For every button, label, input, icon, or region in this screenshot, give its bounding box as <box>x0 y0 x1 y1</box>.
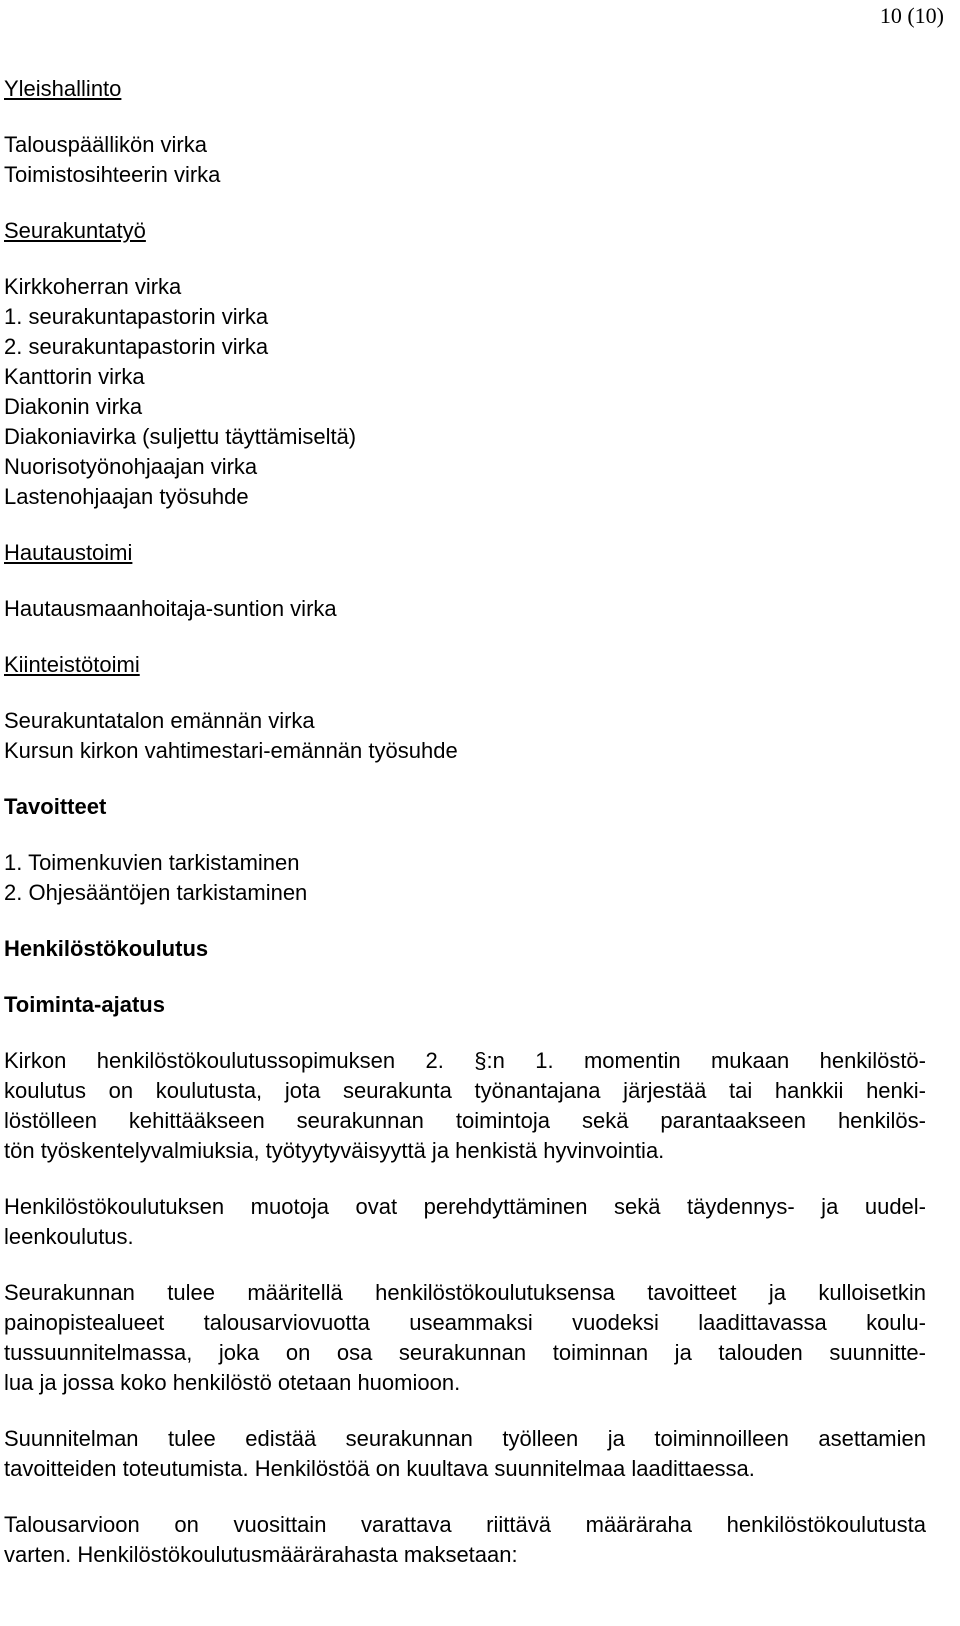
paragraph <box>4 1046 926 1166</box>
section-heading-seurakuntatyo: Seurakuntatyö <box>4 218 146 243</box>
list-yleishallinto <box>4 130 926 190</box>
paragraph-line: Suunnitelman tulee edistää seurakunnan työlleen ja toiminnoilleen asettamien <box>4 1426 926 1451</box>
list-item: Talouspäällikön virka <box>4 132 207 157</box>
section-heading-yleishallinto: Yleishallinto <box>4 76 122 101</box>
paragraph-line: tavoitteiden toteutumista. Henkilöstöä on kuultava suunnitelmaa laadittaessa. <box>4 1456 755 1481</box>
section-hautaustoimi <box>4 538 926 568</box>
paragraph-line: Talousarvioon on vuosittain varattava riittävä määräraha henkilöstökoulutusta <box>4 1512 926 1537</box>
paragraph-line: Kirkon henkilöstökoulutussopimuksen 2. §:n 1. momentin mukaan henkilöstö- <box>4 1048 926 1073</box>
paragraph-line: Seurakunnan tulee määritellä henkilöstökoulutuksensa tavoitteet ja kulloisetkin <box>4 1280 926 1305</box>
paragraph-line: koulutus on koulutusta, jota seurakunta työnantajana järjestää tai hankkii henki- <box>4 1078 926 1103</box>
paragraph-line: varten. Henkilöstökoulutusmäärärahasta maksetaan: <box>4 1542 518 1567</box>
section-heading-kiinteistotoimi: Kiinteistötoimi <box>4 652 140 677</box>
paragraph <box>4 1278 926 1398</box>
section-henkilostokoulutus <box>4 934 926 964</box>
list-item: Seurakuntatalon emännän virka <box>4 708 315 733</box>
section-seurakuntatyo <box>4 216 926 246</box>
paragraph <box>4 1192 926 1252</box>
paragraph-line: tussuunnitelmassa, joka on osa seurakunnan toiminnan ja talouden suunnitte- <box>4 1340 926 1365</box>
paragraph <box>4 1510 926 1570</box>
paragraph-line: Henkilöstökoulutuksen muotoja ovat perehdyttäminen sekä täydennys- ja uudel- <box>4 1194 926 1219</box>
list-item: 2. Ohjesääntöjen tarkistaminen <box>4 880 308 905</box>
section-heading-toiminta-ajatus: Toiminta-ajatus <box>4 992 165 1017</box>
page-number: 10 (10) <box>879 3 944 28</box>
list-seurakuntatyo <box>4 272 926 512</box>
list-item: 1. seurakuntapastorin virka <box>4 304 269 329</box>
paragraph-line: lua ja jossa koko henkilöstö otetaan huomioon. <box>4 1370 461 1395</box>
paragraph-line: leenkoulutus. <box>4 1224 134 1249</box>
paragraph-line: löstölleen kehittääkseen seurakunnan toimintoja sekä parantaakseen henkilös- <box>4 1108 926 1133</box>
section-tavoitteet <box>4 792 926 822</box>
list-item: Kursun kirkon vahtimestari-emännän työsuhde <box>4 738 458 763</box>
list-item: Lastenohjaajan työsuhde <box>4 484 249 509</box>
list-item: Hautausmaanhoitaja-suntion virka <box>4 596 337 621</box>
paragraph-line: painopistealueet talousarviovuotta useammaksi vuodeksi laadittavassa koulu- <box>4 1310 926 1335</box>
list-item: Nuorisotyönohjaajan virka <box>4 454 258 479</box>
list-kiinteistotoimi <box>4 706 926 766</box>
list-item: Kanttorin virka <box>4 364 145 389</box>
section-heading-tavoitteet: Tavoitteet <box>4 794 107 819</box>
list-item: Diakonin virka <box>4 394 143 419</box>
section-kiinteistotoimi <box>4 650 926 680</box>
list-hautaustoimi <box>4 594 926 624</box>
section-toiminta-ajatus <box>4 990 926 1020</box>
paragraph-line: tön työskentelyvalmiuksia, työtyytyväisyyttä ja henkistä hyvinvointia. <box>4 1138 665 1163</box>
section-heading-henkilostokoulutus: Henkilöstökoulutus <box>4 936 209 961</box>
list-item: 2. seurakuntapastorin virka <box>4 334 269 359</box>
section-yleishallinto <box>4 74 926 104</box>
list-tavoitteet <box>4 848 926 908</box>
paragraph <box>4 1424 926 1484</box>
list-item: Kirkkoherran virka <box>4 274 182 299</box>
list-item: Toimistosihteerin virka <box>4 162 221 187</box>
list-item: 1. Toimenkuvien tarkistaminen <box>4 850 300 875</box>
document-body <box>4 74 926 1596</box>
section-heading-hautaustoimi: Hautaustoimi <box>4 540 133 565</box>
list-item: Diakoniavirka (suljettu täyttämiseltä) <box>4 424 357 449</box>
